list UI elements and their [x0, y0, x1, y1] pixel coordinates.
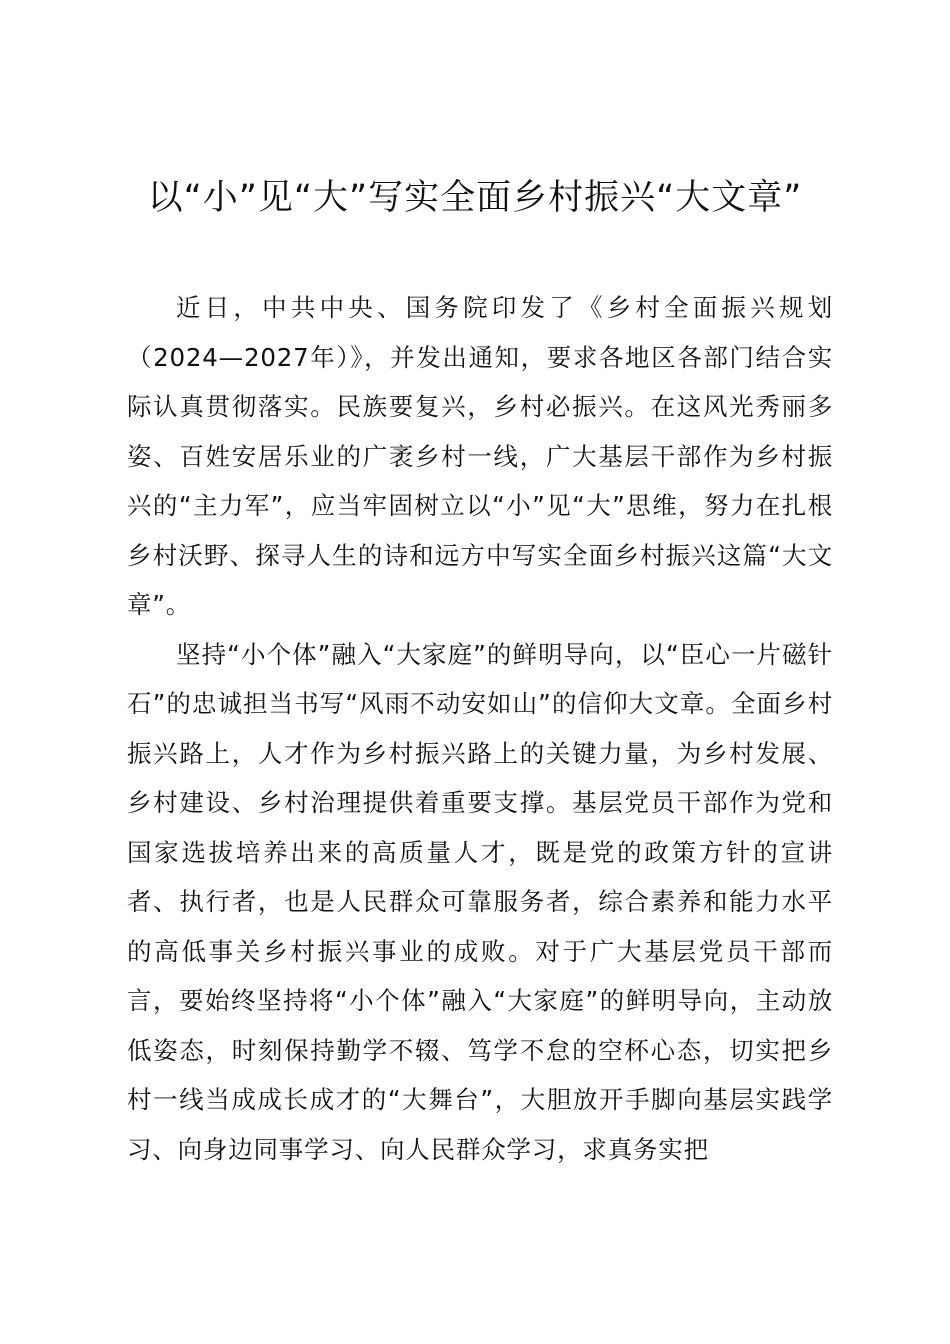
- paragraph-intro: 近日，中共中央、国务院印发了《乡村全面振兴规划（2024—2027年）》，并发出通知，要求各地区各部门结合实际认真贯彻落实。民族要复兴，乡村必振兴。在这风光秀丽多姿、百姓安居乐业的广袤乡村一线，广大基层干部作为乡村振兴的“主力军”，应当牢固树立以“小”见“大”思维，努力在扎根乡村沃野、探寻人生的诗和远方中写实全面乡村振兴这篇“大文章”。: [127, 293, 833, 619]
- document-title: 以“小”见“大”写实全面乡村振兴“大文章”: [147, 178, 803, 218]
- document-body: [127, 283, 833, 1174]
- paragraph-section-1: 坚持“小个体”融入“大家庭”的鲜明导向，以“臣心一片磁针石”的忠诚担当书写“风雨不动安如山”的信仰大文章。全面乡村振兴路上，人才作为乡村振兴路上的关键力量，为乡村发展、乡村建设、乡村治理提供着重要支撑。基层党员干部作为党和国家选拔培养出来的高质量人才，既是党的政策方针的宣讲者、执行者，也是人民群众可靠服务者，综合素养和能力水平的高低事关乡村振兴事业的成败。对于广大基层党员干部而言，要始终坚持将“小个体”融入“大家庭”的鲜明导向，主动放低姿态，时刻保持勤学不辍、笃学不怠的空杯心态，切实把乡村一线当成成长成才的“大舞台”，大胆放开手脚向基层实践学习、向身边同事学习、向人民群众学习，求真务实把: [127, 639, 833, 1164]
